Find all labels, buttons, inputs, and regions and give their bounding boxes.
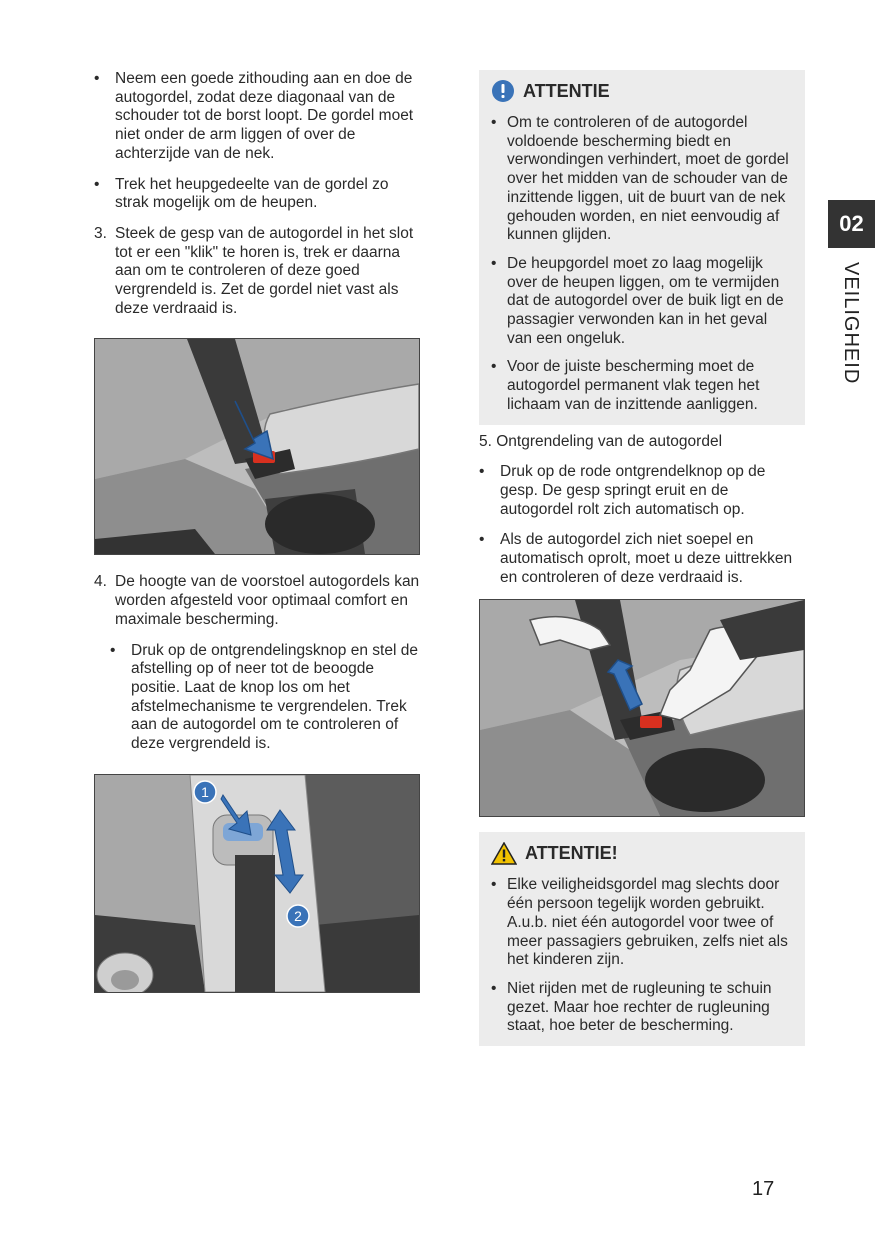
step-number: 4. <box>94 573 107 591</box>
list-item <box>94 176 424 213</box>
bullet-text: Neem een goede zithouding aan en doe de autogordel, zodat deze diagonaal van de schouder tot de borst loopt. De gordel moet niet onder de arm liggen of over de achterzijde van de nek. <box>115 70 414 162</box>
bullet-text: Als de autogordel zich niet soepel en automatisch oprolt, moet u deze uittrekken en controleren of deze verdraaid is. <box>500 531 793 586</box>
bullet-marker: • <box>94 175 100 193</box>
attention-title-text: ATTENTIE <box>523 80 610 101</box>
list-item <box>491 358 793 414</box>
figure-buckle-insert <box>94 338 420 555</box>
bullet-marker: • <box>491 876 497 894</box>
info-icon <box>491 79 515 103</box>
list-item <box>479 531 805 587</box>
page-number: 17 <box>752 1178 775 1200</box>
bullet-text: Elke veiligheidsgordel mag slechts door één persoon tegelijk worden gebruikt. A.u.b. niet één autogordel voor twee of meer passagiers gebruiken, zelfs niet als het kinderen zijn. <box>507 876 788 969</box>
right-column <box>479 70 805 1046</box>
callout-2-label: 2 <box>294 907 302 924</box>
step-4 <box>94 573 424 629</box>
bullet-text: Voor de juiste bescherming moet de autogordel permanent vlak tegen het lichaam van de inzittende aanliggen. <box>507 358 760 413</box>
warning-box <box>479 832 805 1046</box>
warning-title-text: ATTENTIE! <box>525 843 618 864</box>
callout-1 <box>194 781 216 803</box>
step-text: De hoogte van de voorstoel autogordels kan worden afgesteld voor optimaal comfort en maximale bescherming. <box>115 573 420 628</box>
attention-title <box>491 80 793 102</box>
bullet-text: Trek het heupgedeelte van de gordel zo strak mogelijk om de heupen. <box>115 175 389 212</box>
list-item <box>491 255 793 349</box>
buckle-insert-illustration <box>95 339 419 554</box>
step-5-heading: 5. Ontgrendeling van de autogordel <box>479 432 723 450</box>
attention-box <box>479 70 805 425</box>
list-item <box>491 876 793 970</box>
figure-buckle-release <box>479 599 805 817</box>
left-column <box>94 70 424 993</box>
bullet-marker: • <box>491 358 497 376</box>
step-number: 3. <box>94 224 107 242</box>
buckle-release-illustration <box>480 600 804 816</box>
chapter-name-text: VEILIGHEID <box>840 262 862 385</box>
warning-icon <box>491 842 517 865</box>
bullet-marker: • <box>110 641 116 659</box>
step-text: Steek de gesp van de autogordel in het slot tot er een "klik" te horen is, trek er daarna aan om te controleren of deze goed vergrendeld is. Zet de gordel niet vast als deze verdraaid is. <box>115 224 414 317</box>
bullet-text: Om te controleren of de autogordel voldoende bescherming biedt en verwondingen verhindert, moet de gordel over het midden van de schouder van de inzittende liggen, uit de buurt van de nek gehouden worden, en niet eenvoudig af kunnen glijden. <box>507 114 789 244</box>
chapter-name <box>826 262 875 392</box>
bullet-marker: • <box>491 114 497 131</box>
list-item <box>479 463 805 519</box>
release-button-red <box>640 716 662 728</box>
bullet-text: Druk op de ontgrendelingsknop en stel de afstelling op of neer tot de beoogde positie. Laat de knop los om het afstelmechanisme te vergrendelen. Trek aan de autogordel om te controleren of deze vergrendeld is. <box>131 641 418 753</box>
callout-1-label: 1 <box>201 783 209 800</box>
warning-title <box>491 842 793 864</box>
chapter-number-tab: 02 <box>828 200 875 248</box>
bullet-marker: • <box>94 70 100 87</box>
bullet-text: De heupgordel moet zo laag mogelijk over de heupen liggen, om te vermijden dat de autogordel over de buik ligt en de passagier verwonden kan in het geval van een ongeluk. <box>507 254 784 347</box>
bullet-marker: • <box>491 979 497 997</box>
list-item <box>491 114 793 245</box>
figure-height-adjuster <box>94 774 420 993</box>
list-item <box>94 70 424 164</box>
bullet-text: Druk op de rode ontgrendelknop op de gesp. De gesp springt eruit en de autogordel rolt zich automatisch op. <box>500 463 766 518</box>
bullet-marker: • <box>479 463 485 481</box>
callout-2 <box>287 905 309 927</box>
bullet-text: Niet rijden met de rugleuning te schuin gezet. Maar hoe rechter de rugleuning staat, hoe beter de bescherming. <box>507 979 772 1035</box>
list-item <box>110 642 424 754</box>
bullet-marker: • <box>479 531 485 549</box>
step-3 <box>94 225 424 319</box>
height-adjuster-illustration <box>95 775 419 992</box>
list-item <box>491 980 793 1036</box>
bullet-marker: • <box>491 254 497 272</box>
